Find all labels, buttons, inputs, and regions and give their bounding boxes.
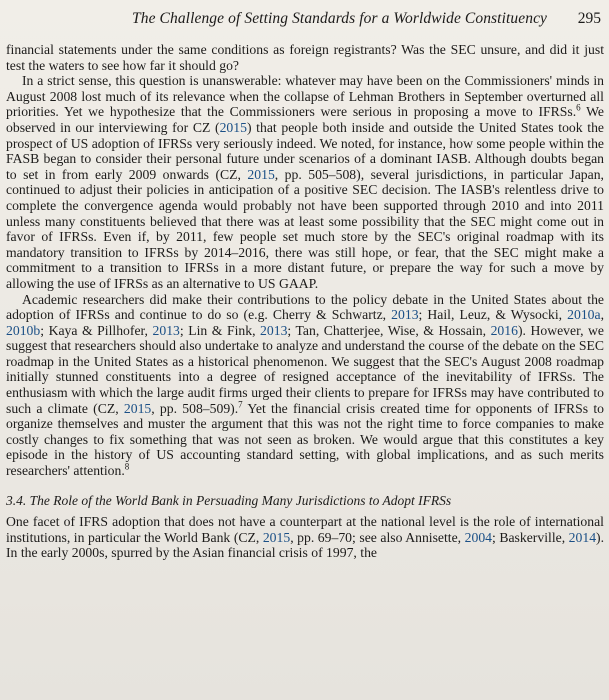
citation-link: 2015	[247, 166, 275, 182]
text-run: We observed in our interviewing for CZ (	[6, 104, 604, 135]
paragraph	[6, 42, 604, 73]
text-run: Yet the financial crisis created time for opponents of IFRSs to organize themselves and muster the argument that this was not the right time to force companies to make costly changes to fix something that was not seen as broken. We would argue that this constitutes a key episode in the history of US accounting standard setting, with global implications, and as such merits researchers' attention.	[6, 400, 604, 479]
text-run: ; Tan, Chatterjee, Wise, & Hossain,	[287, 322, 491, 338]
text-run: One facet of IFRS adoption that does not have a counterpart at the national level is the role of international institutions, in particular the World Bank (CZ,	[6, 514, 604, 545]
text-run: ; Hail, Leuz, & Wysocki,	[418, 307, 568, 323]
citation-link: 2010b	[6, 322, 41, 338]
body-text	[6, 42, 604, 561]
citation-link: 2014	[568, 529, 597, 545]
footnote-marker: 6	[576, 102, 581, 113]
text-run: financial statements under the same conditions as foreign registrants? Was the SEC unsure, and did it just test the waters to see how far it should go?	[6, 42, 604, 73]
citation-link: 2015	[262, 529, 291, 545]
section-heading: 3.4. The Role of the World Bank in Persuading Many Jurisdictions to Adopt IFRSs	[6, 492, 452, 508]
text-run: ) that people both inside and outside the United States took the prospect of US adoption of IFRSs very seriously indeed. We noted, for instance, how some people within the FASB began to consider their personal future under scenarios of a dominant IASB. Although doubts began to set in from early 2009 onwards (CZ,	[6, 119, 605, 182]
citation-link: 2013	[391, 307, 419, 323]
citation-link: 2013	[260, 322, 288, 338]
running-title: The Challenge of Setting Standards for a Worldwide Constituency	[132, 10, 548, 27]
citation-link: 2015	[123, 400, 152, 416]
text-run: , pp. 505–508), several jurisdictions, in particular Japan, continued to adjust their policies in anticipation of a positive SEC decision. The IASB's relentless drive to complete the convergence agenda would probably not have been supported through 2010 and into 2011 unless many constituents believed that there was at least some possibility that the SEC might come out in favor of IFRSs. Even if, by 2011, few people set much store by the SEC's original roadmap with its mandatory transition to IFRSs by 2014–2016, there was still hope, or fear, that the SEC might make a commitment to a transition to IFRSs in a more distant future, or prepare the way for such a move by allowing the use of IFRSs as an alternative to US GAAP.	[6, 166, 604, 291]
paragraph	[6, 514, 604, 561]
text-run: , pp. 69–70; see also Annisette,	[290, 529, 465, 545]
citation-link: 2015	[219, 119, 247, 135]
text-run: ). In the early 2000s, spurred by the Asian financial crisis of 1997, the	[6, 529, 605, 561]
page-header	[0, 10, 609, 34]
footnote-marker: 8	[124, 461, 130, 472]
text-run: ). However, we suggest that researchers should also undertake to analyze and understand the course of the debate on the SEC roadmap in the United States as a historical phenomenon. We suggest that the SEC's August 2008 roadmap initially stunned constituents into a degree of resigned acceptance of the inevitability of IFRSs. The enthusiasm with which the large audit firms urged their clients to prepare for IFRSs may have contributed to such a climate (CZ,	[6, 322, 605, 416]
citation-link: 2013	[152, 322, 180, 338]
text-run: , pp. 508–509).	[151, 400, 239, 416]
text-run: ; Baskerville,	[492, 529, 569, 545]
citation-link: 2016	[490, 322, 518, 338]
page-number: 295	[577, 10, 601, 27]
text-run: In a strict sense, this question is unanswerable: whatever may have been on the Commissioners' minds in August 2008 lost much of its relevance when the collapse of Lehman Brothers in September overturned all priorities. Yet we hypothesize that the Commissioners were serious in proposing a move to IFRSs.	[6, 73, 604, 120]
citation-link: 2004	[464, 529, 493, 545]
text-run: ; Kaya & Pillhofer,	[40, 322, 153, 338]
paragraph	[6, 292, 604, 479]
text-run: ,	[600, 307, 604, 323]
text-run: Academic researchers did make their contributions to the policy debate in the United States about the adoption of IFRSs and continue to do so (e.g. Cherry & Schwartz,	[6, 291, 604, 323]
footnote-marker: 7	[238, 399, 243, 410]
text-run: ; Lin & Fink,	[179, 322, 261, 338]
paragraph	[6, 73, 604, 291]
citation-link: 2010a	[567, 307, 601, 323]
